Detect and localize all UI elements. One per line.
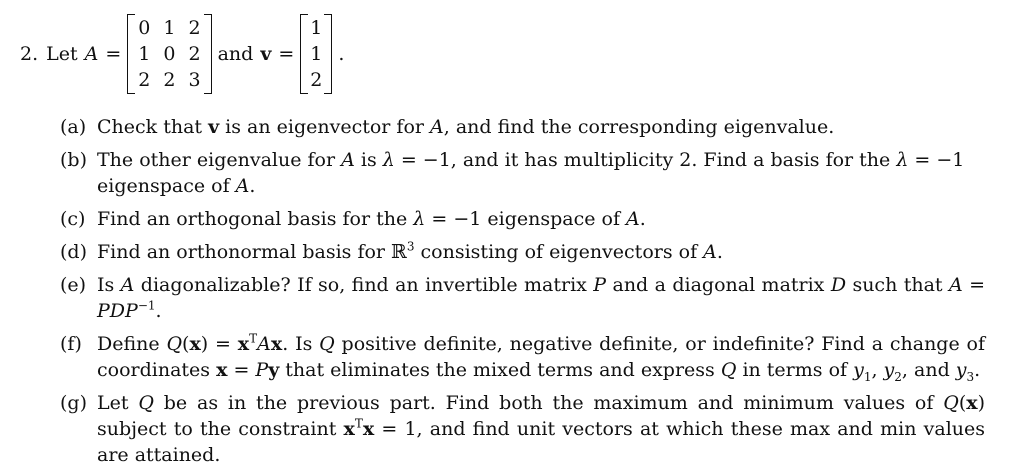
text-segment: A — [235, 175, 250, 197]
text-segment: . — [639, 208, 646, 230]
problem-part — [60, 390, 985, 468]
text-segment: Find an orthogonal basis for the — [97, 208, 414, 230]
text-segment: x — [270, 333, 283, 355]
text-segment: = — [962, 274, 986, 296]
text-segment: Q — [166, 333, 183, 355]
text-segment: λ — [413, 208, 426, 230]
text-segment: x — [237, 333, 250, 355]
matrix-a-entry: 3 — [188, 69, 201, 91]
problem-parts — [60, 114, 985, 475]
text-segment: λ — [382, 149, 395, 171]
matrix-a-entry: 2 — [188, 17, 201, 39]
text-segment: consisting of eigenvectors of — [414, 241, 704, 263]
text-segment: PDP — [97, 300, 138, 322]
problem-statement — [20, 8, 344, 100]
text-segment: ) subject to the constraint — [97, 392, 985, 440]
text-segment: positive definite, negative definite, or indefinite? Find a change of coordinates — [97, 333, 986, 381]
text-segment: in terms of — [736, 359, 854, 381]
vector-v-entries — [308, 14, 324, 94]
period: . — [338, 43, 345, 65]
text-segment: 1 — [863, 369, 872, 384]
text-segment: such that — [846, 274, 949, 296]
text-segment: and a diagonal matrix — [606, 274, 831, 296]
text-segment: Is — [97, 274, 121, 296]
text-segment: ( — [958, 392, 967, 414]
part-text — [97, 392, 985, 466]
part-label: (g) — [60, 392, 87, 414]
matrix-a-entry: 0 — [138, 17, 151, 39]
problem-part — [60, 239, 985, 265]
text-segment: A — [430, 116, 444, 138]
text-segment: A — [120, 274, 135, 296]
text-segment: T — [249, 331, 258, 346]
left-bracket — [127, 14, 135, 94]
let-word: Let — [46, 43, 78, 65]
text-segment: T — [354, 416, 363, 431]
part-text — [97, 149, 964, 197]
text-segment: that eliminates the mixed terms and express — [279, 359, 721, 381]
part-text — [97, 274, 985, 322]
part-label: (a) — [60, 116, 87, 138]
text-segment: −1 — [137, 298, 156, 313]
part-label: (f) — [60, 333, 82, 355]
text-segment: Q — [943, 392, 959, 414]
text-segment: . — [249, 175, 256, 197]
part-label: (b) — [60, 149, 87, 171]
equals-sign: = — [105, 43, 122, 65]
text-segment: x — [189, 333, 201, 355]
text-segment: diagonalizable? If so, find an invertible matrix — [134, 274, 594, 296]
text-segment: A — [948, 274, 963, 296]
text-segment: A — [341, 149, 355, 171]
text-segment: ( — [182, 333, 190, 355]
vector-v-entry: 2 — [310, 69, 323, 91]
text-segment: v — [208, 116, 220, 138]
text-segment: is — [354, 149, 383, 171]
text-segment: Q — [720, 359, 737, 381]
problem-part — [60, 147, 985, 199]
text-segment: A — [257, 333, 271, 355]
matrix-a-entry: 2 — [163, 69, 176, 91]
matrix-a-entry: 2 — [188, 43, 201, 65]
text-segment: A — [703, 241, 717, 263]
part-label: (e) — [60, 274, 87, 296]
matrix-a-entry: 0 — [163, 43, 176, 65]
text-segment: y — [955, 359, 967, 381]
text-segment: Let — [97, 392, 139, 414]
matrix-a-entry: 1 — [163, 17, 176, 39]
part-text — [97, 208, 646, 230]
vector-v-entry: 1 — [310, 43, 323, 65]
text-segment: be as in the previous part. Find both the maximum and minimum values of — [153, 392, 944, 414]
part-text — [97, 116, 834, 138]
text-segment: = 1, and find unit vectors at which these max and min values are attained. — [97, 418, 985, 466]
text-segment: λ — [896, 149, 909, 171]
text-segment: A — [626, 208, 640, 230]
text-segment: = −1 eigenspace of — [97, 149, 965, 197]
and-word: and — [217, 43, 254, 65]
part-label: (d) — [60, 241, 87, 263]
text-segment: Check that — [97, 116, 209, 138]
problem-part — [60, 272, 985, 324]
text-segment: . — [155, 300, 162, 322]
text-segment: = — [227, 359, 256, 381]
text-segment: y — [853, 359, 864, 381]
text-segment: The other eigenvalue for — [97, 149, 342, 171]
text-segment: ) = — [200, 333, 238, 355]
matrix-a-entries — [135, 14, 203, 94]
text-segment: . — [974, 359, 981, 381]
equals-sign-2: = — [278, 43, 295, 65]
vector-v-name: v — [260, 43, 272, 65]
text-segment: P — [593, 274, 607, 296]
text-segment: , and find the corresponding eigenvalue. — [443, 116, 835, 138]
text-segment: x — [343, 418, 355, 440]
part-label: (c) — [60, 208, 86, 230]
text-segment: P — [255, 359, 269, 381]
text-segment: 2 — [894, 369, 902, 384]
matrix-a-entry: 2 — [138, 69, 151, 91]
text-segment: Q — [138, 392, 154, 414]
text-segment: x — [362, 418, 375, 440]
vector-v — [300, 14, 332, 94]
text-segment: Find an orthonormal basis for ℝ — [97, 241, 407, 263]
text-segment: 3 — [966, 369, 975, 384]
text-segment: x — [216, 359, 228, 381]
text-segment: D — [830, 274, 847, 296]
problem-part — [60, 331, 985, 383]
problem-part — [60, 206, 985, 232]
vector-v-entry: 1 — [310, 17, 323, 39]
text-segment: Q — [319, 333, 335, 355]
matrix-a-name: A — [84, 43, 99, 65]
text-segment: , — [871, 359, 884, 381]
text-segment: y — [268, 359, 280, 381]
part-text — [97, 241, 723, 263]
text-segment: y — [883, 359, 895, 381]
left-bracket — [300, 14, 308, 94]
right-bracket — [324, 14, 332, 94]
problem-number: 2. — [20, 43, 39, 65]
text-segment: , and — [901, 359, 956, 381]
matrix-a — [127, 14, 211, 94]
text-segment: Define — [97, 333, 167, 355]
matrix-a-entry: 1 — [138, 43, 151, 65]
text-segment: . Is — [282, 333, 320, 355]
text-segment: is an eigenvector for — [219, 116, 431, 138]
text-segment: = −1, and it has multiplicity 2. Find a basis for the — [394, 149, 897, 171]
text-segment: . — [716, 241, 723, 263]
part-text — [97, 331, 986, 384]
text-segment: 3 — [406, 239, 415, 254]
right-bracket — [204, 14, 212, 94]
text-segment: = −1 eigenspace of — [425, 208, 627, 230]
problem-part — [60, 114, 985, 140]
text-segment: x — [966, 392, 978, 414]
